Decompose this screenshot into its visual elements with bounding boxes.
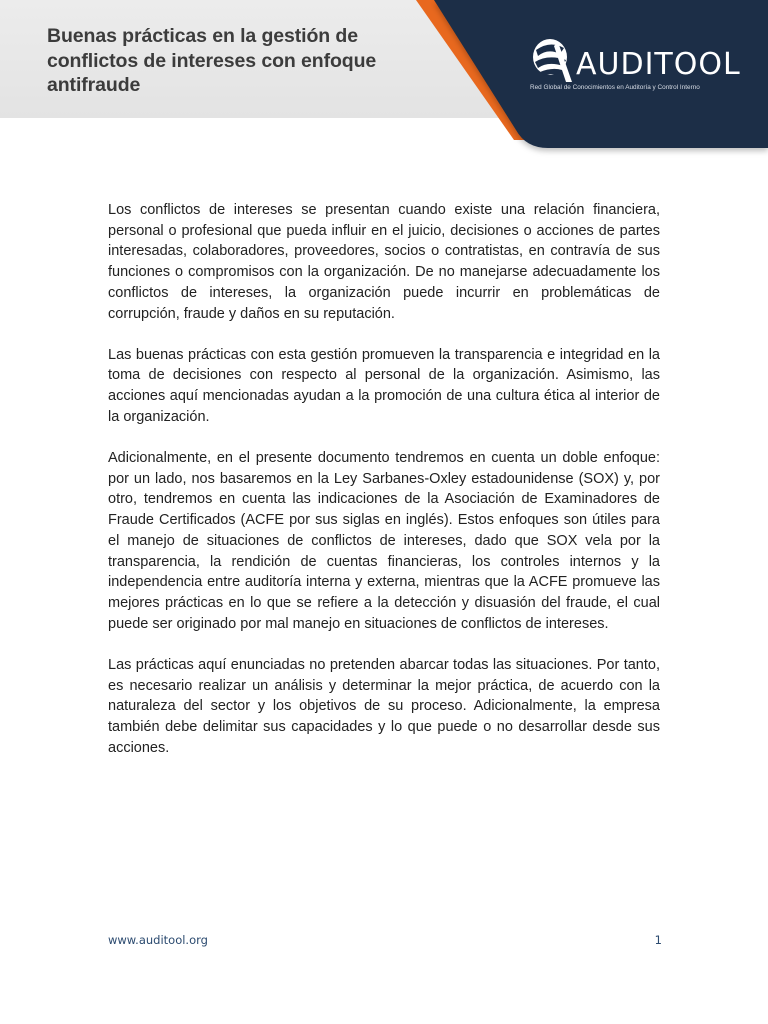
paragraph-1: Los conflictos de intereses se presentan cuando existe una relación financiera, personal o profesional que pueda influir en el juicio, decisiones o acciones de partes interesadas, colaboradores, proveedores, socios o contratistas, en contravía de sus funciones o compromisos con la organización. De no manejarse adecuadamente los conflictos de intereses, la organización puede incurrir en problemáticas de corrupción, fraude y daños en su reputación. xyxy=(108,202,660,322)
paragraph-4: Las prácticas aquí enunciadas no pretenden abarcar todas las situaciones. Por tanto, es necesario realizar un análisis y determinar la mejor práctica, de acuerdo con la naturaleza del sector y los objetivos de su proceso. Adicionalmente, la empresa también debe delimitar sus capacidades y lo que puede o no desarrollar desde sus acciones. xyxy=(108,656,660,756)
paragraph-2: Las buenas prácticas con esta gestión promueven la transparencia e integridad en la toma de decisiones con respecto al personal de la organización. Asimismo, las acciones aquí mencionadas ayudan a la promoción de una cultura ética al interior de la organización. xyxy=(108,346,660,425)
brand-name: AUDITOOL xyxy=(576,47,741,82)
document-body xyxy=(108,200,660,779)
auditool-logo[interactable] xyxy=(528,34,748,104)
paragraph-3: Adicionalmente, en el presente documento tendremos en cuenta un doble enfoque: por un lado, nos basaremos en la Ley Sarbanes-Oxley estadounidense (SOX) y, por otro, tendremos en cuenta las indicaciones de la Asociación de Examinadores de Fraude Certificados (ACFE por sus siglas en inglés). Estos enfoques son útiles para el manejo de situaciones de conflictos de intereses, dado que SOX vela por la transparencia, la rendición de cuentas financieras, los controles internos y la independencia entre auditoría interna y externa, mientras que la ACFE promueve las mejores prácticas en lo que se refiere a la detección y disuasión del fraude, el cual puede ser originado por mal manejo en situaciones de conflictos de intereses. xyxy=(108,450,660,632)
footer-website-link[interactable]: www.auditool.org xyxy=(108,933,208,947)
auditool-globe-icon xyxy=(530,36,572,82)
brand-tagline: Red Global de Conocimientos en Auditoría y Control Interno xyxy=(530,84,700,91)
page-number: 1 xyxy=(654,933,662,947)
document-title: Buenas prácticas en la gestión de conflictos de intereses con enfoque antifraude xyxy=(47,25,377,96)
